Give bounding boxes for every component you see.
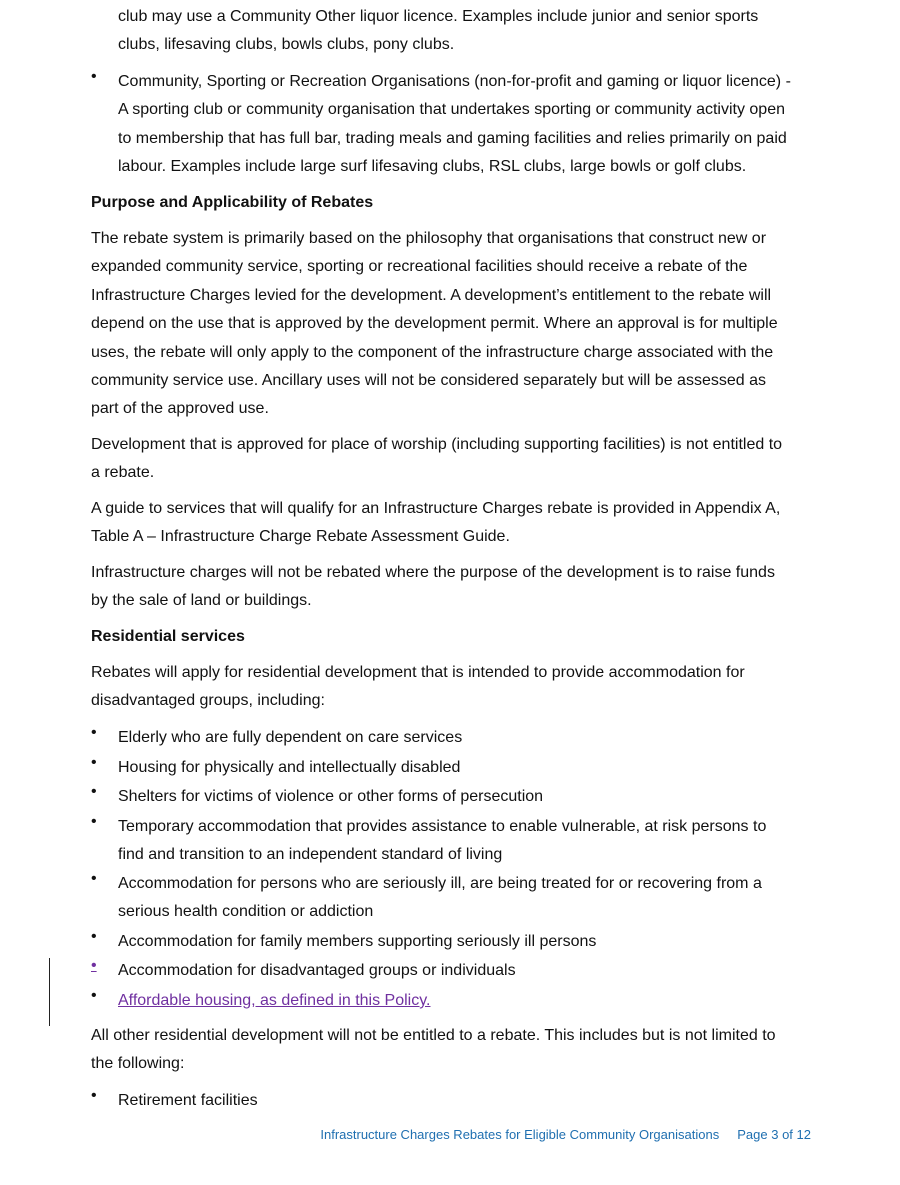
bullet: • [91, 1087, 97, 1104]
list-item-disadvantaged-groups [91, 957, 848, 985]
text-line: Temporary accommodation that provides assistance to enable vulnerable, at risk persons to [118, 818, 767, 835]
paragraph-residential [91, 659, 821, 716]
text-line: Accommodation for disadvantaged groups or individuals [118, 962, 516, 979]
tracked-change-bar [49, 958, 50, 1026]
text-line: to membership that has full bar, trading meals and gaming facilities and relies primarily on paid [118, 129, 787, 147]
list-item-retirement-facilities [91, 1087, 848, 1115]
text-line: Elderly who are fully dependent on care services [118, 729, 463, 746]
paragraph-guide [91, 495, 821, 552]
text-line: a rebate. [91, 464, 155, 482]
list-item-affordable-housing [91, 987, 848, 1015]
text-line: A guide to services that will qualify for an Infrastructure Charges rebate is provided in Appendix A, [91, 500, 781, 517]
heading-purpose: Purpose and Applicability of Rebates [91, 194, 374, 211]
bullet: • [91, 813, 97, 830]
list-item-seriously-ill [91, 870, 848, 927]
text-line: the following: [91, 1055, 185, 1073]
text-line: Infrastructure charges will not be rebated where the purpose of the development is to raise funds [91, 564, 775, 581]
bullet: • [91, 68, 97, 85]
text-line: Community, Sporting or Recreation Organisations (non-for-profit and gaming or liquor licence) - [118, 73, 791, 90]
text-line: find and transition to an independent standard of living [118, 846, 503, 864]
paragraph-funds [91, 559, 821, 616]
text-line: Accommodation for persons who are seriously ill, are being treated for or recovering from a [118, 875, 762, 892]
text-line: Retirement facilities [118, 1092, 258, 1109]
text-line: part of the approved use. [91, 400, 269, 418]
text-line: The rebate system is primarily based on the philosophy that organisations that construct new or [91, 230, 767, 247]
paragraph-rebate-system [91, 225, 821, 424]
text-line: club may use a Community Other liquor licence. Examples include junior and senior sports [118, 8, 759, 25]
paragraph-other-residential [91, 1022, 821, 1079]
text-line: Infrastructure Charges levied for the development. A development’s entitlement to the rebate will [91, 286, 772, 304]
list-item-disabled-housing [91, 754, 848, 782]
text-line: by the sale of land or buildings. [91, 592, 312, 610]
text-line: community service use. Ancillary uses will not be considered separately but will be assessed as [91, 372, 766, 390]
tracked-insertion-text: Affordable housing, as defined in this Policy. [118, 992, 431, 1009]
text-line: Development that is approved for place of worship (including supporting facilities) is not entitled to [91, 436, 783, 453]
footer-document-title: Infrastructure Charges Rebates for Eligible Community Organisations [320, 1127, 720, 1142]
text-line: disadvantaged groups, including: [91, 692, 325, 710]
text-line: labour. Examples include large surf lifesaving clubs, RSL clubs, large bowls or golf clubs. [118, 158, 747, 176]
text-line: clubs, lifesaving clubs, bowls clubs, pony clubs. [118, 36, 455, 54]
bullet: • [91, 987, 97, 1004]
paragraph-worship [91, 431, 821, 488]
bullet: • [91, 957, 97, 974]
bullet: • [91, 928, 97, 945]
bullet: • [91, 870, 97, 887]
heading-residential: Residential services [91, 628, 245, 645]
list-item-community-organisations [91, 68, 848, 182]
page-footer [0, 1127, 811, 1142]
text-line: serious health condition or addiction [118, 903, 374, 921]
text-line: Rebates will apply for residential development that is intended to provide accommodation for [91, 664, 745, 681]
text-line: expanded community service, sporting or recreational facilities should receive a rebate of the [91, 258, 748, 276]
text-line: Accommodation for family members supporting seriously ill persons [118, 933, 597, 950]
bullet: • [91, 724, 97, 741]
text-line: depend on the use that is approved by the development permit. Where an approval is for multiple [91, 315, 778, 333]
continued-list-item [118, 3, 828, 60]
text-line: uses, the rebate will only apply to the component of the infrastructure charge associated with the [91, 343, 774, 361]
text-line: A sporting club or community organisation that undertakes sporting or community activity open [118, 101, 785, 119]
list-item-shelters [91, 783, 848, 811]
text-line: Table A – Infrastructure Charge Rebate Assessment Guide. [91, 528, 510, 546]
bullet: • [91, 754, 97, 771]
footer-page-number: Page 3 of 12 [737, 1127, 811, 1142]
text-line: Housing for physically and intellectually disabled [118, 759, 461, 776]
text-line: Shelters for victims of violence or other forms of persecution [118, 788, 544, 805]
text-line: All other residential development will not be entitled to a rebate. This includes but is not limited to [91, 1027, 776, 1044]
list-item-temporary-accommodation [91, 813, 848, 870]
bullet: • [91, 783, 97, 800]
list-item-elderly [91, 724, 848, 752]
list-item-family-members [91, 928, 848, 956]
